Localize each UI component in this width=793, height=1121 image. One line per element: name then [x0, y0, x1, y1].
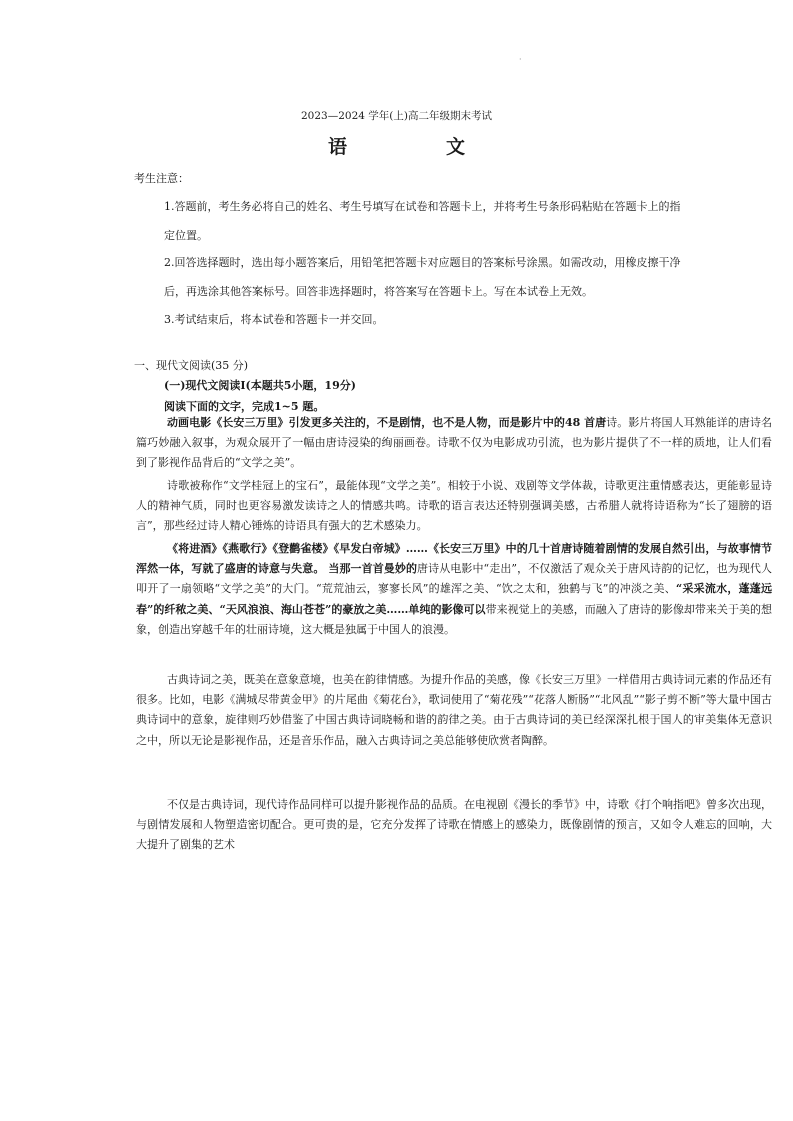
- paragraph-1-bold: 动画电影《长安三万里》引发更多关注的，不是剧情，也不是人物，而是影片中的48 首唐: [167, 416, 607, 429]
- paragraph-3-text-1: 唐诗从电影中“走出”，不仅激活了观众关于唐风诗韵的记忆，也为现代人叩开了一扇领略“文学之美”的大门。“荒荒油云，寥寥长风”的雄浑之美、“饮之太和，独鹤与飞”的冲淡之美、: [136, 562, 773, 596]
- page-title: 语 文: [327, 136, 505, 158]
- paragraph-1-text: 诗。影片将国人耳熟能详的唐诗名篇巧妙融入叙事，为观众展开了一幅由唐诗浸染的绚丽画卷。诗歌不仅为电影成功引流，也为影片提供了不一样的质地，让人们看到了影视作品背后的“文学之美”。: [136, 416, 773, 470]
- paragraph-4: 古典诗词之美，既美在意象意境，也美在韵律情感。为提升作品的美感，像《长安三万里》一样借用古典诗词元素的作品还有很多。比如，电影《满城尽带黄金甲》的片尾曲《菊花台》，歌词使用了“菊花残”“花落人断肠”“北风乱”“影子剪不断”等大量中国古典诗词中的意象，旋律则巧妙借鉴了中国古典诗词晓畅和谐的韵律之美。由于古典诗词的美已经深深扎根于国人的审美集体无意识之中，所以无论是影视作品，还是音乐作品，融入古典诗词之美总能够使欣赏者陶醉。: [136, 673, 772, 747]
- paragraph-3-bold-2: “采采流水，蓬蓬远春”的纤秾之美、“天风浪浪、海山苍苍”的豪放之美……单纯的影像可以: [136, 582, 773, 616]
- paragraph-3-text-2: 带来视觉上的美感，而融入了唐诗的影像却带来关于美的想象，创造出穿越千年的壮丽诗境，这大概是独属于中国人的浪漫。: [136, 602, 773, 636]
- rule-1-line-2: 定位置。: [164, 229, 208, 242]
- rule-2-line-2: 后，再选涂其他答案标号。回答非选择题时，将答案写在答题卡上。写在本试卷上无效。: [164, 285, 593, 298]
- rule-3: 3.考试结束后，将本试卷和答题卡一并交回。: [164, 313, 384, 326]
- rule-1-line-1: 1.答题前，考生务必将自己的姓名、考生号填写在试卷和答题卡上，并将考生号条形码粘贴在答题卡上的指: [164, 200, 681, 213]
- paragraph-1: [136, 413, 772, 474]
- page-dot-mark: ·: [519, 55, 522, 64]
- subsection-heading: (一)现代文阅读Ⅰ(本题共5小题，19分): [164, 379, 356, 392]
- notice-label: 考生注意：: [134, 172, 189, 185]
- reading-instruction: 阅读下面的文字，完成1~5 题。: [164, 400, 325, 413]
- paragraph-3-bold-1: 《将进酒》《燕歌行》《登鹳雀楼》《早发白帝城》……《长安三万里》中的几十首唐诗随着剧情的发展自然引出，与故事情节浑然一体，写就了盛唐的诗意与失意。 当那一首首曼妙的: [136, 542, 772, 576]
- rule-2-line-1: 2.回答选择题时，选出每小题答案后，用铅笔把答题卡对应题目的答案标号涂黑。如需改动，用橡皮擦干净: [164, 256, 681, 269]
- exam-header: 2023—2024 学年(上)高二年级期末考试: [301, 110, 492, 122]
- paragraph-5: 不仅是古典诗词，现代诗作品同样可以提升影视作品的品质。在电视剧《漫长的季节》中，诗歌《打个响指吧》曾多次出现，与剧情发展和人物塑造密切配合。更可贵的是，它充分发挥了诗歌在情感上的感染力，既像剧情的预言，又如令人难忘的回响，大大提升了剧集的艺术: [136, 798, 772, 852]
- paragraph-3: [136, 539, 772, 640]
- paragraph-2: 诗歌被称作“文学桂冠上的宝石”，最能体现“文学之美”。相较于小说、戏剧等文学体裁，诗歌更注重情感表达，更能彰显诗人的精神气质，同时也更容易激发读诗之人的情感共鸣。诗歌的语言表达还特别强调美感，古希腊人就将诗语称为“长了翅膀的语言”，那些经过诗人精心锤炼的诗语具有强大的艺术感染力。: [136, 479, 772, 533]
- section-heading: 一、现代文阅读(35 分): [134, 359, 249, 372]
